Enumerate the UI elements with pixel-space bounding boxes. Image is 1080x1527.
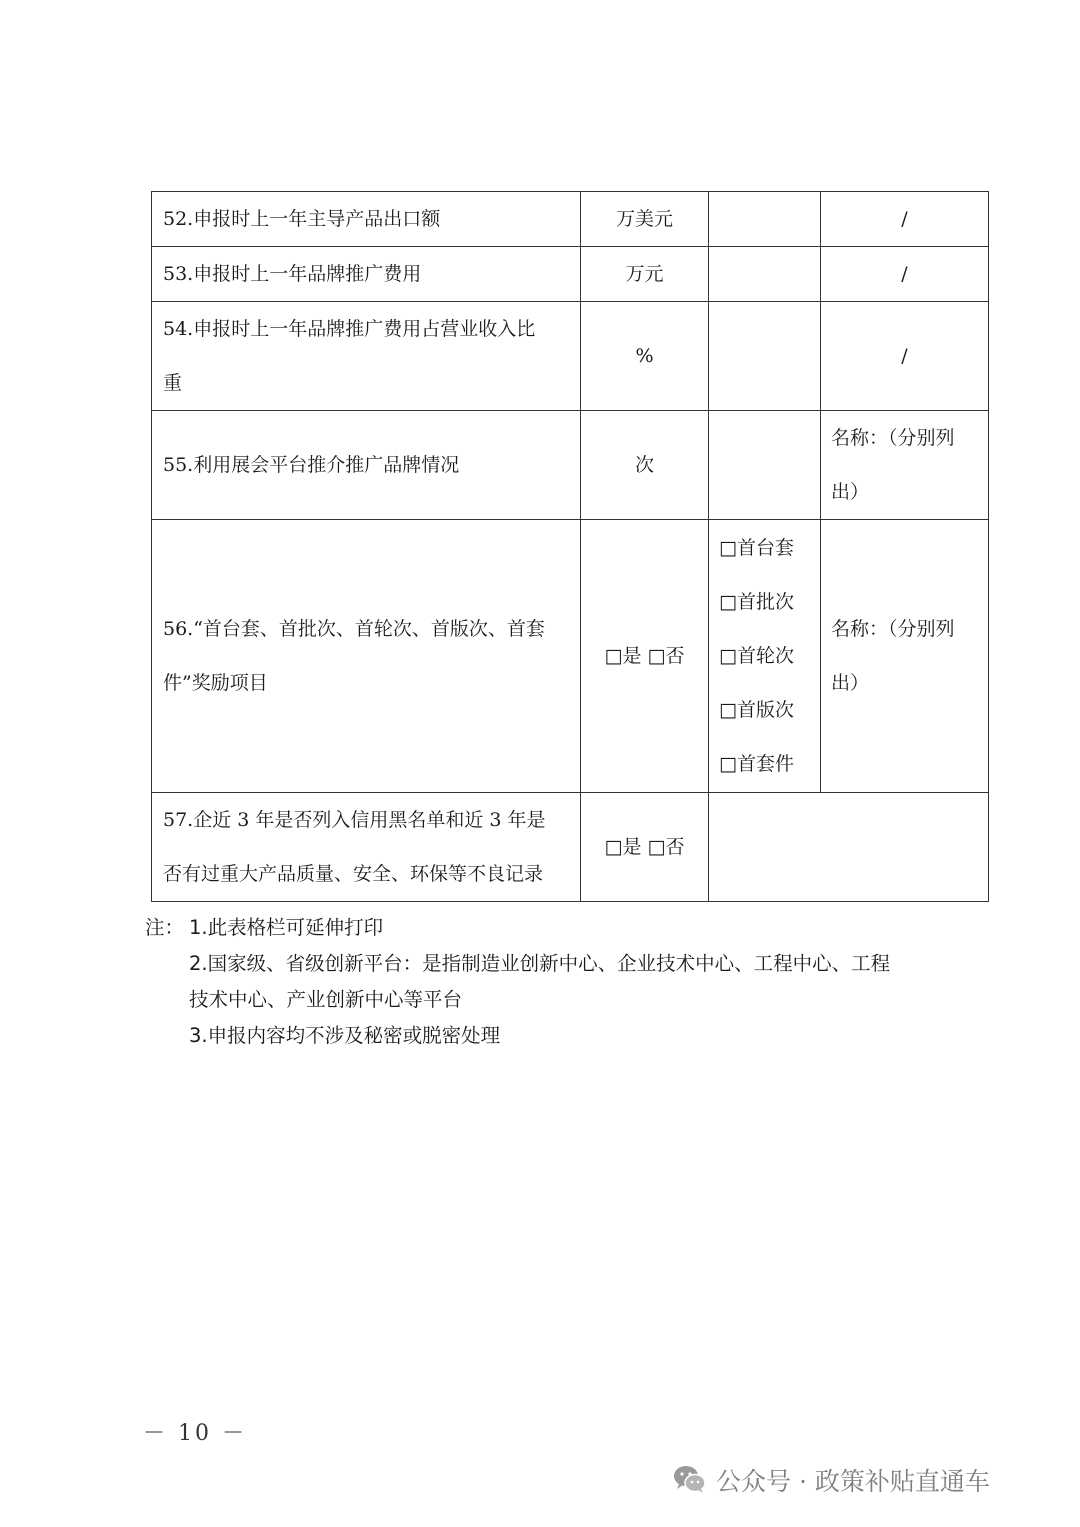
yes-no-checkbox[interactable]: □是 □否 [581, 520, 709, 793]
notes-section [145, 910, 975, 1054]
empty-cell [709, 793, 989, 902]
option-first-batch-checkbox[interactable]: □首批次 [719, 591, 794, 613]
table-row [152, 520, 989, 793]
yes-no-checkbox[interactable]: □是 □否 [581, 793, 709, 902]
item-label [152, 793, 581, 902]
note-line: 名称：（分别列 [831, 427, 955, 449]
item-label: 53.申报时上一年品牌推广费用 [152, 247, 581, 302]
note-line [145, 910, 975, 946]
item-label-line: 57.企近 3 年是否列入信用黑名单和近 3 年是 [163, 809, 546, 831]
note-cell [821, 520, 989, 793]
watermark [672, 1462, 990, 1498]
page-number: － 10 － [143, 1421, 247, 1446]
value-cell[interactable] [709, 302, 821, 411]
unit-cell: % [581, 302, 709, 411]
table-row [152, 411, 989, 520]
item-label [152, 302, 581, 411]
table-row [152, 247, 989, 302]
item-label-line: 件”奖励项目 [163, 672, 268, 694]
unit-cell: 万美元 [581, 192, 709, 247]
unit-cell: 次 [581, 411, 709, 520]
note-cell: / [821, 192, 989, 247]
value-cell[interactable] [709, 247, 821, 302]
note-cell: / [821, 302, 989, 411]
note-line: 名称：（分别列 [831, 618, 955, 640]
option-first-round-checkbox[interactable]: □首轮次 [719, 645, 794, 667]
value-cell[interactable] [709, 192, 821, 247]
unit-cell: 万元 [581, 247, 709, 302]
option-first-kit-checkbox[interactable]: □首套件 [719, 753, 794, 775]
application-form-table [151, 191, 989, 902]
option-first-version-checkbox[interactable]: □首版次 [719, 699, 794, 721]
item-label-line: 重 [163, 372, 183, 394]
option-first-set-checkbox[interactable]: □首台套 [719, 537, 794, 559]
notes-heading: 注： [145, 916, 185, 939]
note-cell: / [821, 247, 989, 302]
value-cell[interactable] [709, 411, 821, 520]
note-2 [145, 946, 975, 1018]
watermark-text: 公众号 · 政策补贴直通车 [716, 1467, 990, 1496]
note-line: 出） [831, 481, 870, 503]
item-label [152, 520, 581, 793]
item-label-line: 否有过重大产品质量、安全、环保等不良记录 [163, 863, 544, 885]
note-2-line: 2.国家级、省级创新平台：是指制造业创新中心、企业技术中心、工程中心、工程 [189, 952, 891, 975]
note-3: 3.申报内容均不涉及秘密或脱密处理 [189, 1024, 501, 1047]
note-line: 出） [831, 672, 870, 694]
item-label-line: 56.“首台套、首批次、首轮次、首版次、首套 [163, 618, 545, 640]
note-cell [821, 411, 989, 520]
wechat-icon [672, 1464, 708, 1496]
note-2-line: 技术中心、产业创新中心等平台 [189, 988, 463, 1011]
award-options [709, 520, 821, 793]
item-label: 55.利用展会平台推介推广品牌情况 [152, 411, 581, 520]
note-1: 1.此表格栏可延伸打印 [189, 916, 384, 939]
item-label: 52.申报时上一年主导产品出口额 [152, 192, 581, 247]
table-row [152, 192, 989, 247]
table-row [152, 793, 989, 902]
item-label-line: 54.申报时上一年品牌推广费用占营业收入比 [163, 318, 536, 340]
table-row [152, 302, 989, 411]
